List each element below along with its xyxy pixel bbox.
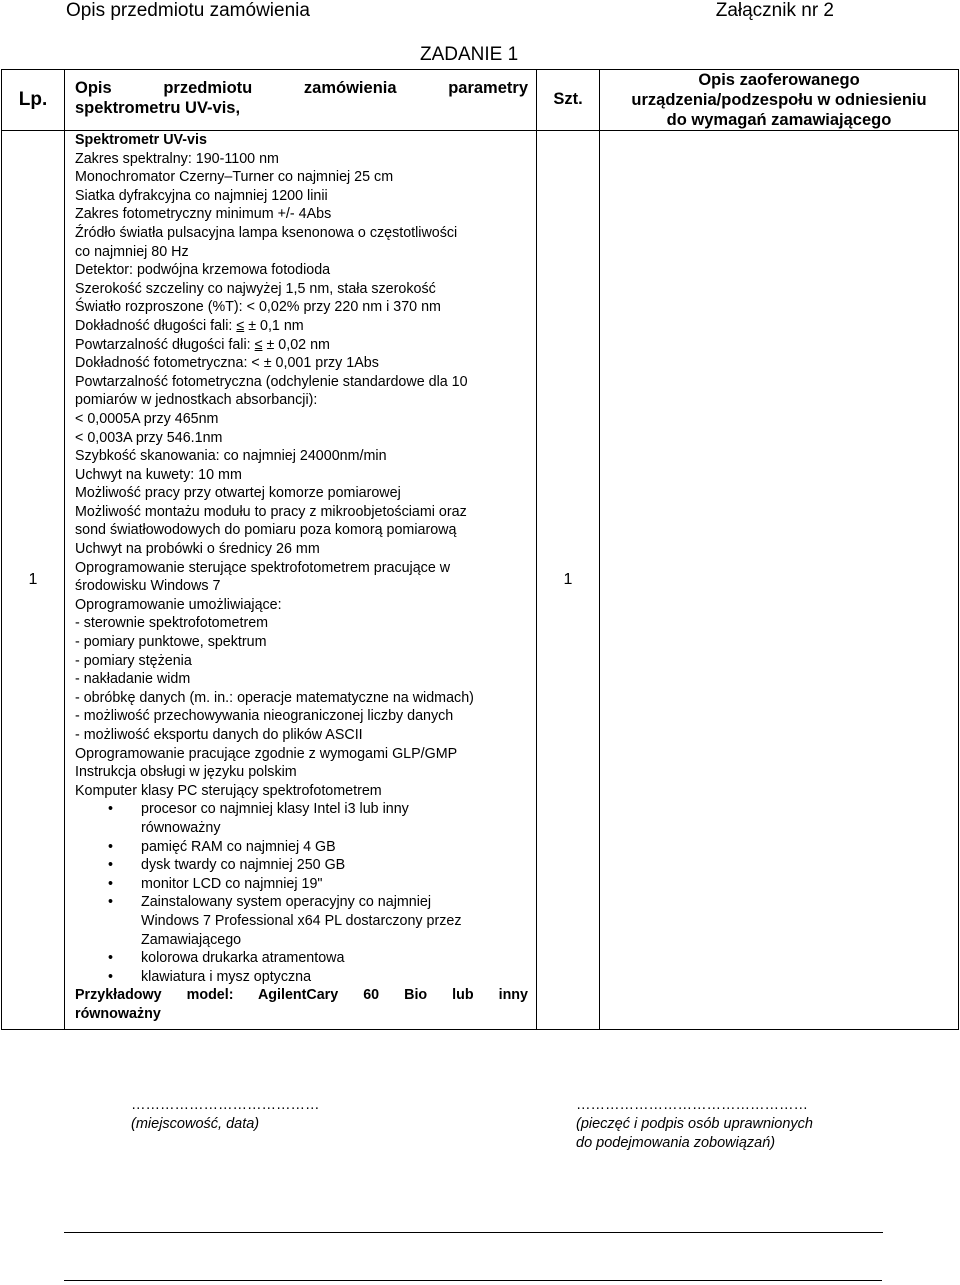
list-item-text: równoważny [141,819,221,836]
spec-line: Powtarzalność fotometryczna (odchylenie standardowe dla 10 [75,373,468,390]
signature-caption: (pieczęć i podpis osób uprawnionych [576,1116,813,1132]
col-header-oferta-line: do wymagań zamawiającego [666,111,892,129]
spec-line: sond światłowodowych do pomiaru poza komorą pomiarową [75,522,457,539]
spec-line: - obróbkę danych (m. in.: operacje matematyczne na widmach) [75,689,474,706]
spec-lines-2 [75,354,528,800]
place-date-caption: (miejscowość, data) [131,1116,260,1132]
spec-line: - pomiary stężenia [75,652,192,669]
spec-line: - nakładanie widm [75,671,191,688]
spec-line: Komputer klasy PC sterujący spektrofotometrem [75,782,382,799]
document-title: Opis przedmiotu zamówienia [66,0,310,21]
spec-line: Uchwyt na kuwety: 10 mm [75,466,242,483]
specification-table [1,69,959,1030]
list-item [75,838,528,857]
example-model: Przykładowy model: AgilentCary 60 Bio lub inny [75,987,528,1004]
offer-description-cell[interactable] [600,131,959,1030]
list-item [75,968,528,987]
spec-cell [65,131,537,1030]
list-item [75,856,528,875]
spec-line: Oprogramowanie sterujące spektrofotometrem pracujące w [75,559,451,576]
col-header-opis-line2: spektrometru UV-vis, [75,99,241,117]
spec-line: Szybkość skanowania: co najmniej 24000nm/min [75,448,387,465]
wavelength-accuracy: Dokładność długości fali: ≤ ± 0,1 nm [75,317,304,334]
bullet-icon: • [108,838,114,855]
spec-line: środowisku Windows 7 [75,578,221,595]
bullet-icon: • [108,950,114,967]
spec-line: - pomiary punktowe, spektrum [75,634,267,651]
bullet-icon: • [108,968,114,985]
spec-line: - możliwość eksportu danych do plików ASCII [75,727,363,743]
signature-place-date [131,1096,320,1134]
signature-caption: do podejmowania zobowiązań) [576,1135,776,1151]
spec-lines [75,150,528,317]
col-header-opis-word: zamówienia [303,79,397,97]
spec-line: Światło rozproszone (%T): < 0,02% przy 220 nm i 370 nm [75,299,441,316]
spec-line: Siatka dyfrakcyjna co najmniej 1200 linii [75,187,328,204]
spec-line: Zakres fotometryczny minimum +/- 4Abs [75,206,332,223]
bullet-icon: • [108,857,114,874]
spec-line: pomiarów w jednostkach absorbancji): [75,392,318,409]
place-date-dots: ………………………………… [131,1097,320,1113]
less-equal-symbol: ≤ [254,336,263,353]
row-qty: 1 [537,131,600,1030]
spec-line: Monochromator Czerny–Turner co najmniej 25 cm [75,169,394,186]
bullet-icon: • [108,801,114,818]
table-row [2,131,959,1030]
task-heading: ZADANIE 1 [420,44,519,65]
list-item [75,949,528,968]
list-item [75,893,528,949]
spec-line: < 0,003A przy 546.1nm [75,429,223,446]
col-header-oferta [600,70,959,131]
list-item-text: Windows 7 Professional x64 PL dostarczony przez [141,912,462,929]
signature-authorized [576,1096,813,1153]
list-item-text: Zainstalowany system operacyjny co najmniej [141,894,432,911]
spec-line: < 0,0005A przy 465nm [75,410,219,427]
footer-rule [64,1232,883,1233]
pc-requirements-list [75,800,528,986]
spec-line: Detektor: podwójna krzemowa fotodioda [75,262,331,279]
wavelength-repeatability: Powtarzalność długości fali: ≤ ± 0,02 nm [75,336,330,353]
list-item-text: klawiatura i mysz optyczna [141,968,312,985]
attachment-label: Załącznik nr 2 [715,0,834,21]
spec-line: - możliwość przechowywania nieograniczonej liczby danych [75,708,454,725]
col-header-opis-word: parametry [448,79,528,97]
col-header-szt: Szt. [537,70,600,131]
spec-line: Możliwość pracy przy otwartej komorze pomiarowej [75,485,401,502]
col-header-oferta-line: urządzenia/podzespołu w odniesieniu [631,91,927,109]
list-item-text: kolorowa drukarka atramentowa [141,950,345,967]
col-header-opis [65,70,537,131]
col-header-lp: Lp. [2,70,65,131]
list-item-text: dysk twardy co najmniej 250 GB [141,857,346,874]
spec-line: Możliwość montażu modułu to pracy z mikroobjetościami oraz [75,503,467,520]
example-model-line2: równoważny [75,1005,161,1022]
list-item-text: monitor LCD co najmniej 19" [141,875,323,892]
table-header-row [2,70,959,131]
bullet-icon: • [108,875,114,892]
spec-line: Szerokość szczeliny co najwyżej 1,5 nm, stała szerokość [75,280,436,297]
spec-line: - sterownie spektrofotometrem [75,615,269,632]
col-header-oferta-line: Opis zaoferowanego [698,71,860,89]
less-equal-symbol: ≤ [236,317,245,334]
row-lp: 1 [2,131,65,1030]
spec-line: Oprogramowanie pracujące zgodnie z wymogami GLP/GMP [75,745,458,762]
spec-line: co najmniej 80 Hz [75,243,189,260]
spec-title: Spektrometr UV-vis [75,132,207,148]
footer-rule [64,1280,882,1281]
col-header-opis-word: Opis [75,79,112,97]
list-item [75,800,528,837]
signature-dots: ………………………………………… [576,1097,808,1113]
spec-line: Zakres spektralny: 190-1100 nm [75,150,279,167]
spec-line: Dokładność fotometryczna: < ± 0,001 przy 1Abs [75,355,379,372]
spec-line: Instrukcja obsługi w języku polskim [75,764,297,781]
list-item-text: pamięć RAM co najmniej 4 GB [141,838,336,855]
bullet-icon: • [108,894,114,911]
spec-line: Oprogramowanie umożliwiające: [75,596,282,613]
spec-line: Źródło światła pulsacyjna lampa ksenonowa o częstotliwości [75,224,458,241]
list-item [75,875,528,894]
spec-line: Uchwyt na probówki o średnicy 26 mm [75,541,320,558]
list-item-text: procesor co najmniej klasy Intel i3 lub inny [141,801,409,818]
list-item-text: Zamawiającego [141,931,242,948]
col-header-opis-word: przedmiotu [163,79,253,97]
